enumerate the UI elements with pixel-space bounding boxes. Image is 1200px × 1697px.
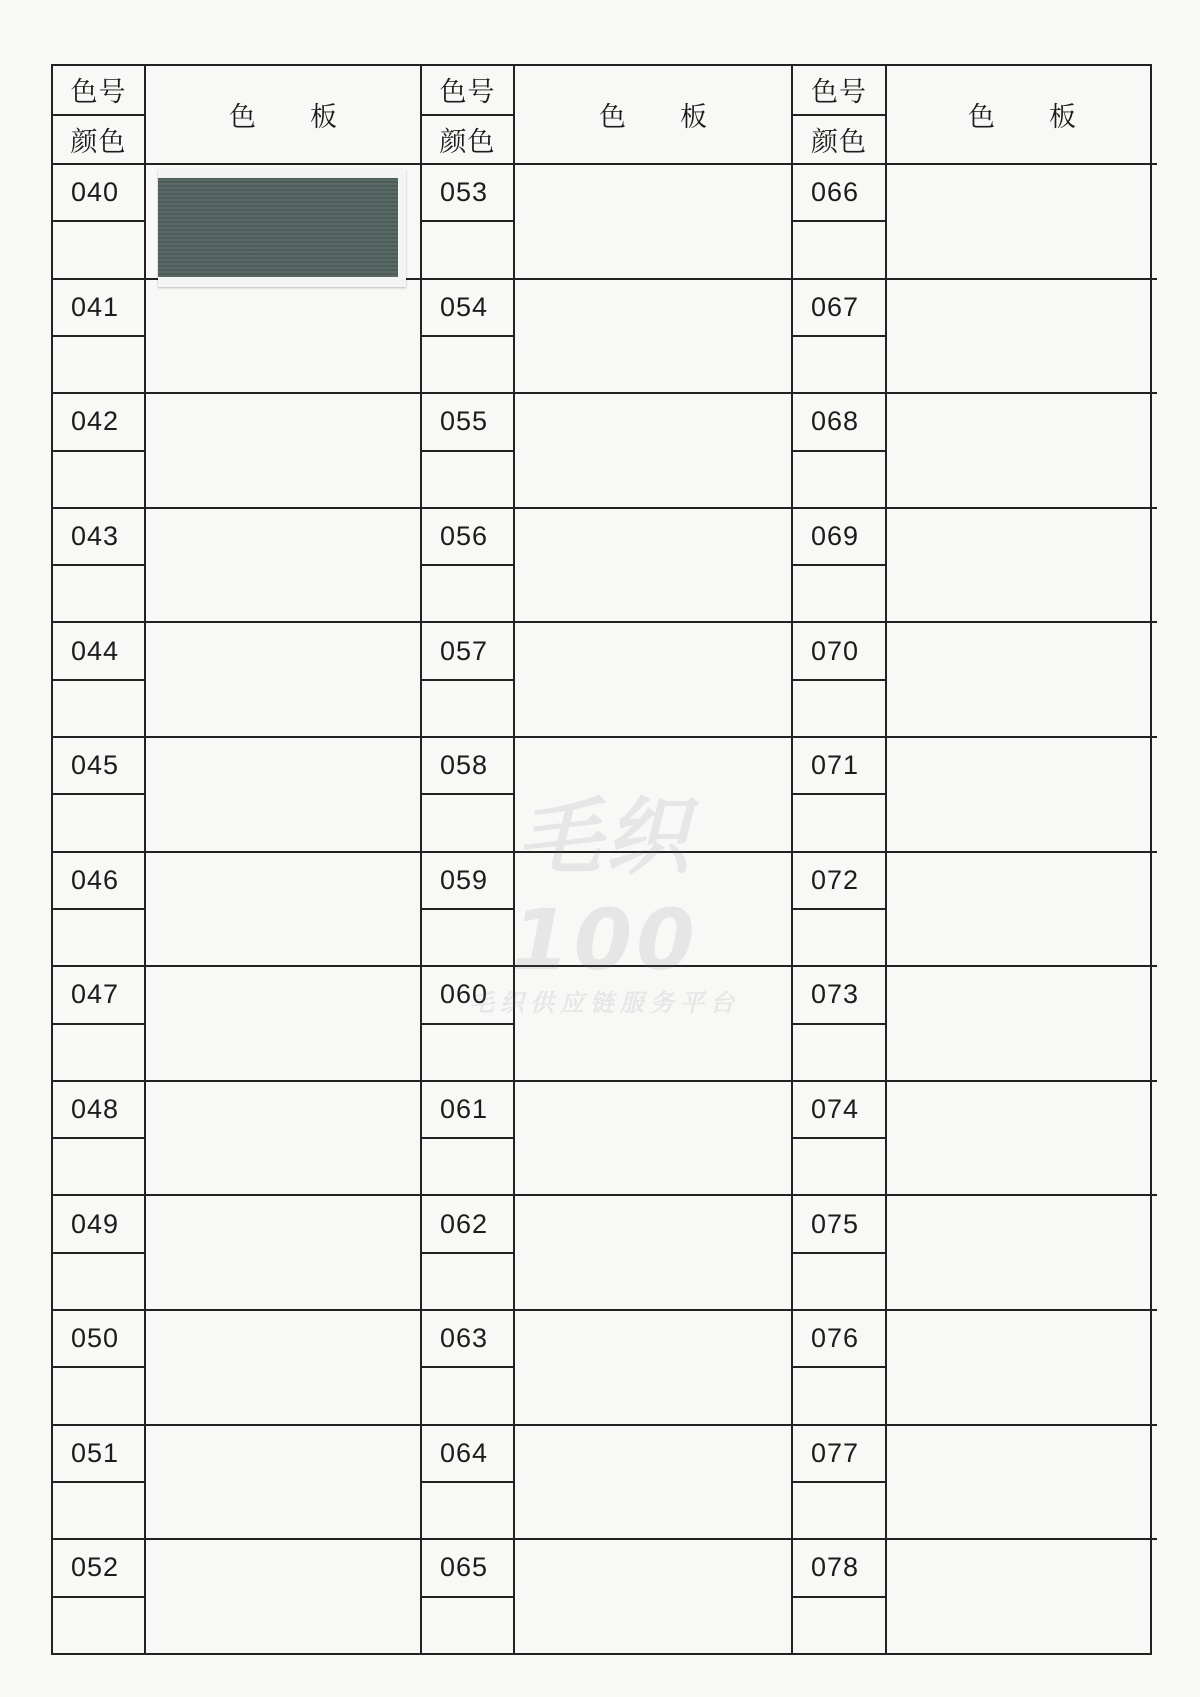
color-code: 051 xyxy=(53,1426,144,1483)
color-code: 050 xyxy=(53,1311,144,1368)
code-row xyxy=(53,280,144,395)
color-name-cell xyxy=(793,222,885,277)
color-code: 069 xyxy=(793,509,885,566)
code-column-1 xyxy=(53,66,146,1653)
swatch-column-1 xyxy=(146,66,420,1653)
color-code: 043 xyxy=(53,509,144,566)
color-name-cell xyxy=(422,337,513,392)
code-row xyxy=(793,738,885,853)
color-name-cell xyxy=(422,1254,513,1309)
swatch-cell xyxy=(146,394,420,509)
color-code: 049 xyxy=(53,1196,144,1253)
code-row xyxy=(793,853,885,968)
color-name-cell xyxy=(793,910,885,965)
color-code: 044 xyxy=(53,623,144,680)
color-name-cell xyxy=(53,1598,144,1653)
code-row xyxy=(422,967,513,1082)
color-code: 064 xyxy=(422,1426,513,1483)
color-code: 048 xyxy=(53,1082,144,1139)
color-code: 070 xyxy=(793,623,885,680)
swatch-cell xyxy=(887,967,1157,1082)
color-name-cell xyxy=(53,1483,144,1538)
color-code: 059 xyxy=(422,853,513,910)
swatch-cell xyxy=(146,280,420,395)
code-row xyxy=(53,394,144,509)
code-column-2 xyxy=(422,66,515,1653)
code-row xyxy=(793,1426,885,1541)
swatch-cell xyxy=(515,280,791,395)
swatch-cell xyxy=(146,1540,420,1653)
column-group-3 xyxy=(791,66,1157,1653)
color-name-cell xyxy=(793,795,885,850)
swatch-cell xyxy=(515,623,791,738)
color-code: 047 xyxy=(53,967,144,1024)
color-name-cell xyxy=(53,910,144,965)
code-row xyxy=(793,165,885,280)
column-group-1 xyxy=(53,66,420,1653)
swatch-cell xyxy=(146,165,420,280)
code-row xyxy=(793,1311,885,1426)
color-name-cell xyxy=(422,1025,513,1080)
color-header-label: 颜色 xyxy=(53,114,144,164)
swatch-column-2 xyxy=(515,66,791,1653)
color-code: 063 xyxy=(422,1311,513,1368)
code-row xyxy=(53,967,144,1082)
color-code: 066 xyxy=(793,165,885,222)
color-code: 073 xyxy=(793,967,885,1024)
swatch-cell xyxy=(887,853,1157,968)
color-header-label: 颜色 xyxy=(422,114,513,164)
watermark-tagline: 毛织供应链服务平台 xyxy=(470,989,740,1017)
color-code: 062 xyxy=(422,1196,513,1253)
color-code: 058 xyxy=(422,738,513,795)
swatch-cell xyxy=(515,509,791,624)
code-row xyxy=(422,165,513,280)
swatch-cell xyxy=(887,1196,1157,1311)
color-code: 067 xyxy=(793,280,885,337)
code-row xyxy=(793,623,885,738)
code-row xyxy=(793,1540,885,1653)
code-row xyxy=(53,1082,144,1197)
code-row xyxy=(53,623,144,738)
color-name-cell xyxy=(422,1483,513,1538)
code-row xyxy=(53,1311,144,1426)
color-code: 040 xyxy=(53,165,144,222)
code-header xyxy=(422,66,513,165)
swatch-cell xyxy=(887,623,1157,738)
swatch-cell xyxy=(515,1082,791,1197)
yarn-swatch xyxy=(158,169,406,287)
swatch-cell xyxy=(146,1426,420,1541)
color-name-cell xyxy=(53,1139,144,1194)
code-row xyxy=(53,1426,144,1541)
color-name-cell xyxy=(793,452,885,507)
code-header xyxy=(793,66,885,165)
swatch-cell xyxy=(146,1311,420,1426)
swatch-column-3 xyxy=(887,66,1157,1653)
color-name-cell xyxy=(53,452,144,507)
swatch-cell xyxy=(887,509,1157,624)
color-name-cell xyxy=(422,910,513,965)
code-row xyxy=(422,1540,513,1653)
watermark-logo-text: 毛织100 xyxy=(511,788,699,989)
code-row xyxy=(422,623,513,738)
color-code: 041 xyxy=(53,280,144,337)
color-name-cell xyxy=(422,1368,513,1423)
swatch-cell xyxy=(887,1426,1157,1541)
swatch-cell xyxy=(146,1082,420,1197)
code-row xyxy=(793,509,885,624)
code-row xyxy=(53,738,144,853)
code-row xyxy=(422,394,513,509)
color-code: 065 xyxy=(422,1540,513,1597)
column-group-2 xyxy=(420,66,791,1653)
color-code: 060 xyxy=(422,967,513,1024)
color-code: 074 xyxy=(793,1082,885,1139)
code-row xyxy=(422,1082,513,1197)
code-header-label: 色号 xyxy=(811,77,867,109)
code-header xyxy=(53,66,144,165)
code-header-label: 色号 xyxy=(439,77,496,109)
color-code: 056 xyxy=(422,509,513,566)
swatch-cell xyxy=(515,1311,791,1426)
code-row xyxy=(793,280,885,395)
code-row xyxy=(422,509,513,624)
swatch-cell xyxy=(146,1196,420,1311)
code-header-label: 色号 xyxy=(70,77,127,109)
swatch-cell xyxy=(515,394,791,509)
color-code: 045 xyxy=(53,738,144,795)
color-code: 076 xyxy=(793,1311,885,1368)
swatch-cell xyxy=(887,1082,1157,1197)
color-name-cell xyxy=(53,1025,144,1080)
code-row xyxy=(422,1426,513,1541)
swatch-cell xyxy=(515,738,791,853)
color-name-cell xyxy=(793,566,885,621)
color-name-cell xyxy=(53,1254,144,1309)
color-code: 042 xyxy=(53,394,144,451)
color-code: 054 xyxy=(422,280,513,337)
swatch-header: 色板 xyxy=(515,66,791,165)
color-name-cell xyxy=(53,681,144,736)
color-name-cell xyxy=(422,1139,513,1194)
swatch-cell xyxy=(887,1311,1157,1426)
color-code: 077 xyxy=(793,1426,885,1483)
color-name-cell xyxy=(422,222,513,277)
swatch-cell xyxy=(887,394,1157,509)
code-row xyxy=(53,1540,144,1653)
swatch-cell xyxy=(515,853,791,968)
swatch-cell xyxy=(515,1196,791,1311)
color-name-cell xyxy=(53,222,144,277)
code-row xyxy=(793,967,885,1082)
color-name-cell xyxy=(53,1368,144,1423)
color-name-cell xyxy=(793,1598,885,1653)
color-card-sheet xyxy=(51,64,1152,1655)
color-name-cell xyxy=(793,1139,885,1194)
swatch-cell xyxy=(515,165,791,280)
color-name-cell xyxy=(793,337,885,392)
color-name-cell xyxy=(53,566,144,621)
code-row xyxy=(422,1196,513,1311)
swatch-cell xyxy=(887,165,1157,280)
code-row xyxy=(53,165,144,280)
code-row xyxy=(53,509,144,624)
swatch-cell xyxy=(146,967,420,1082)
color-code: 053 xyxy=(422,165,513,222)
swatch-cell xyxy=(887,1540,1157,1653)
swatch-cell xyxy=(146,623,420,738)
code-row xyxy=(793,1196,885,1311)
color-code: 055 xyxy=(422,394,513,451)
color-name-cell xyxy=(422,795,513,850)
color-name-cell xyxy=(53,337,144,392)
swatch-cell xyxy=(515,1540,791,1653)
color-code: 068 xyxy=(793,394,885,451)
color-name-cell xyxy=(793,681,885,736)
color-code: 075 xyxy=(793,1196,885,1253)
swatch-cell xyxy=(887,738,1157,853)
swatch-cell xyxy=(146,509,420,624)
color-name-cell xyxy=(422,452,513,507)
color-name-cell xyxy=(793,1254,885,1309)
color-code: 072 xyxy=(793,853,885,910)
color-name-cell xyxy=(422,566,513,621)
swatch-header: 色板 xyxy=(887,66,1157,165)
yarn-wrap xyxy=(158,178,398,277)
color-name-cell xyxy=(422,1598,513,1653)
code-row xyxy=(422,280,513,395)
color-code: 071 xyxy=(793,738,885,795)
code-row xyxy=(53,853,144,968)
swatch-cell xyxy=(887,280,1157,395)
color-name-cell xyxy=(53,795,144,850)
swatch-cell xyxy=(515,1426,791,1541)
color-code: 052 xyxy=(53,1540,144,1597)
code-row xyxy=(422,738,513,853)
code-row xyxy=(53,1196,144,1311)
code-row xyxy=(422,853,513,968)
color-name-cell xyxy=(422,681,513,736)
code-row xyxy=(422,1311,513,1426)
color-name-cell xyxy=(793,1368,885,1423)
color-name-cell xyxy=(793,1483,885,1538)
color-code: 057 xyxy=(422,623,513,680)
color-header-label: 颜色 xyxy=(793,114,885,164)
swatch-cell xyxy=(146,738,420,853)
color-code: 078 xyxy=(793,1540,885,1597)
swatch-cell xyxy=(146,853,420,968)
swatch-header: 色板 xyxy=(146,66,420,165)
swatch-cell xyxy=(515,967,791,1082)
color-code: 061 xyxy=(422,1082,513,1139)
color-code: 046 xyxy=(53,853,144,910)
color-name-cell xyxy=(793,1025,885,1080)
code-row xyxy=(793,1082,885,1197)
code-row xyxy=(793,394,885,509)
code-column-3 xyxy=(793,66,887,1653)
